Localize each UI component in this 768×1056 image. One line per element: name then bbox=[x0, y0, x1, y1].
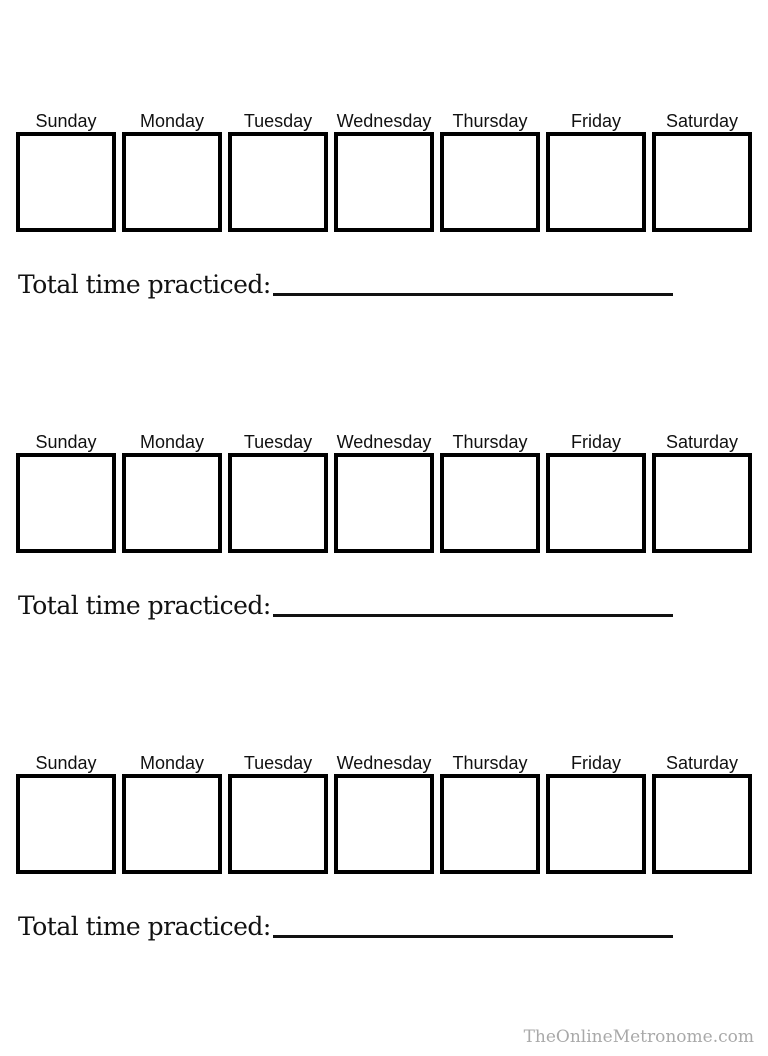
day-cell-sunday bbox=[16, 752, 116, 874]
day-label: Wednesday bbox=[336, 753, 432, 773]
practice-box bbox=[652, 132, 752, 232]
practice-box bbox=[16, 453, 116, 553]
total-time-blank-line bbox=[273, 935, 673, 938]
day-cell-friday bbox=[546, 110, 646, 232]
day-label: Thursday bbox=[452, 753, 528, 773]
total-time-blank-line bbox=[273, 293, 673, 296]
practice-box bbox=[546, 453, 646, 553]
day-label: Friday bbox=[570, 753, 621, 773]
week-grid bbox=[16, 431, 752, 553]
practice-box bbox=[440, 132, 540, 232]
week-grid bbox=[16, 752, 752, 874]
day-label: Thursday bbox=[452, 111, 528, 131]
total-time-blank-line bbox=[273, 614, 673, 617]
day-cell-monday bbox=[122, 752, 222, 874]
practice-box bbox=[334, 453, 434, 553]
day-cell-saturday bbox=[652, 110, 752, 232]
day-label: Friday bbox=[570, 111, 621, 131]
day-label: Tuesday bbox=[243, 111, 313, 131]
day-cell-wednesday bbox=[334, 110, 434, 232]
day-label: Wednesday bbox=[336, 111, 432, 131]
practice-box bbox=[122, 453, 222, 553]
day-cell-thursday bbox=[440, 752, 540, 874]
day-label: Saturday bbox=[665, 111, 739, 131]
day-cell-sunday bbox=[16, 431, 116, 553]
day-cell-thursday bbox=[440, 431, 540, 553]
day-label: Friday bbox=[570, 432, 621, 452]
practice-box bbox=[546, 774, 646, 874]
practice-box bbox=[334, 774, 434, 874]
day-label: Tuesday bbox=[243, 432, 313, 452]
practice-box bbox=[122, 132, 222, 232]
practice-box bbox=[440, 774, 540, 874]
day-label: Sunday bbox=[35, 753, 97, 773]
week-grid bbox=[16, 110, 752, 232]
practice-box bbox=[440, 453, 540, 553]
day-cell-monday bbox=[122, 431, 222, 553]
day-cell-thursday bbox=[440, 110, 540, 232]
day-label: Tuesday bbox=[243, 753, 313, 773]
practice-box bbox=[16, 774, 116, 874]
day-cell-saturday bbox=[652, 752, 752, 874]
day-label: Monday bbox=[139, 753, 205, 773]
day-label: Monday bbox=[139, 432, 205, 452]
practice-box bbox=[122, 774, 222, 874]
day-cell-saturday bbox=[652, 431, 752, 553]
practice-box bbox=[334, 132, 434, 232]
practice-box bbox=[228, 132, 328, 232]
day-cell-sunday bbox=[16, 110, 116, 232]
day-label: Sunday bbox=[35, 432, 97, 452]
day-label: Thursday bbox=[452, 432, 528, 452]
practice-box bbox=[652, 453, 752, 553]
day-label: Sunday bbox=[35, 111, 97, 131]
day-cell-wednesday bbox=[334, 431, 434, 553]
day-label: Saturday bbox=[665, 432, 739, 452]
day-cell-friday bbox=[546, 752, 646, 874]
week-section-1 bbox=[0, 110, 768, 301]
total-time-label: Total time practiced: bbox=[18, 912, 271, 941]
week-section-2 bbox=[0, 431, 768, 622]
day-cell-wednesday bbox=[334, 752, 434, 874]
day-cell-tuesday bbox=[228, 431, 328, 553]
practice-box bbox=[228, 774, 328, 874]
practice-box bbox=[546, 132, 646, 232]
total-time-row bbox=[18, 269, 752, 301]
practice-box bbox=[228, 453, 328, 553]
week-section-3 bbox=[0, 752, 768, 943]
total-time-label: Total time practiced: bbox=[18, 270, 271, 299]
day-cell-tuesday bbox=[228, 752, 328, 874]
total-time-row bbox=[18, 590, 752, 622]
day-label: Saturday bbox=[665, 753, 739, 773]
practice-box bbox=[16, 132, 116, 232]
day-cell-tuesday bbox=[228, 110, 328, 232]
day-cell-friday bbox=[546, 431, 646, 553]
day-label: Monday bbox=[139, 111, 205, 131]
total-time-label: Total time practiced: bbox=[18, 591, 271, 620]
day-cell-monday bbox=[122, 110, 222, 232]
practice-box bbox=[652, 774, 752, 874]
site-credit: TheOnlineMetronome.com bbox=[523, 1027, 754, 1047]
total-time-row bbox=[18, 911, 752, 943]
day-label: Wednesday bbox=[336, 432, 432, 452]
